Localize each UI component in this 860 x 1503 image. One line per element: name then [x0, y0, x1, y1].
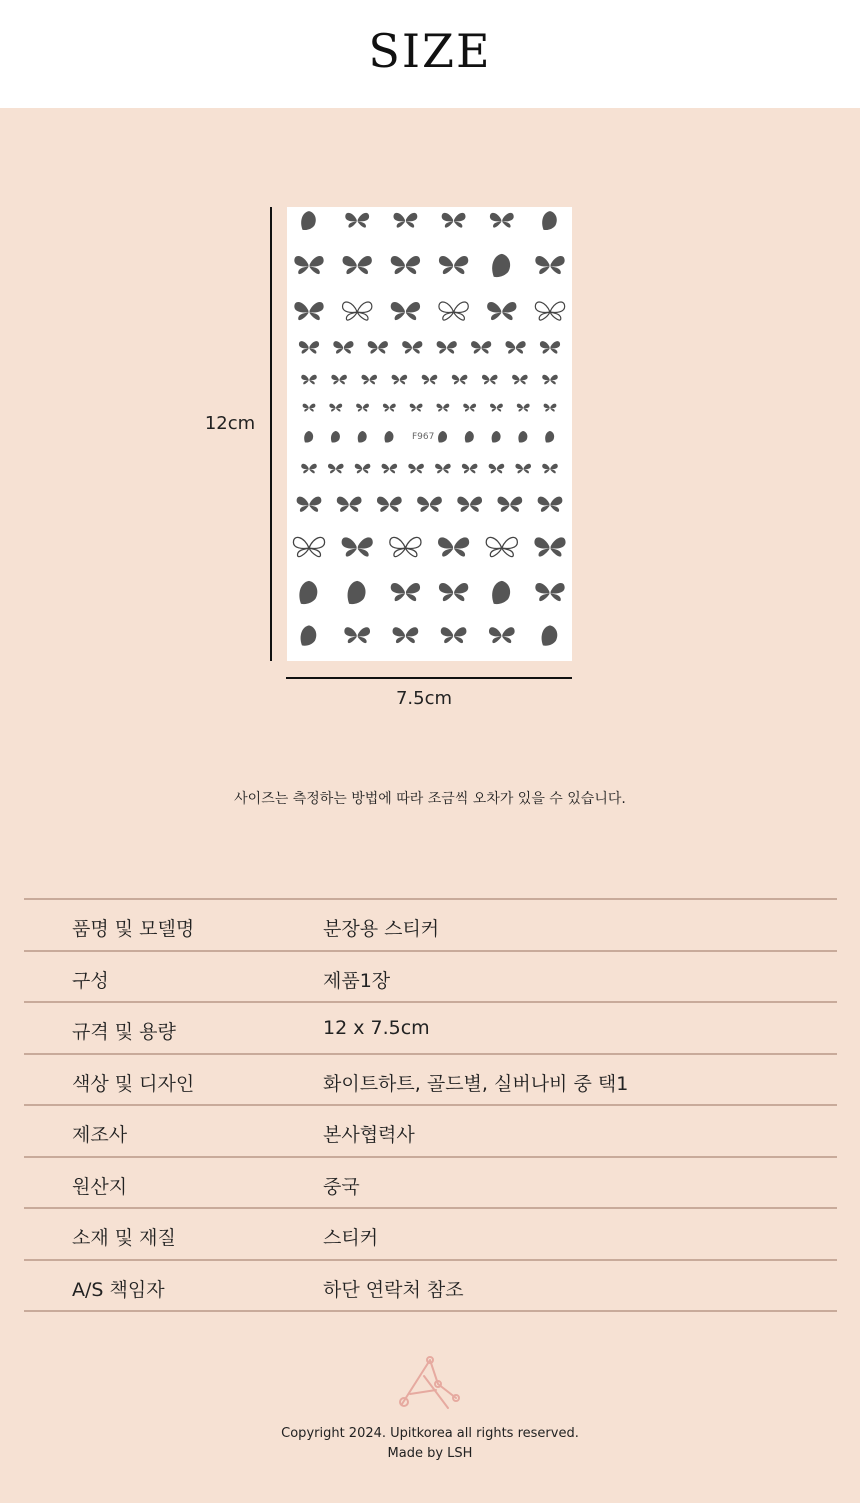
butterfly-sticker — [542, 625, 558, 645]
butterfly-sticker — [331, 375, 347, 385]
butterfly-sticker — [337, 497, 362, 512]
butterfly-sticker — [392, 375, 408, 385]
spec-label: 색상 및 디자인 — [72, 1072, 195, 1095]
spec-row — [24, 952, 837, 1004]
butterfly-sticker — [515, 464, 531, 474]
spec-value: 12 x 7.5cm — [323, 1017, 430, 1039]
width-dimension-line — [286, 677, 572, 679]
width-label: 7.5cm — [395, 688, 453, 709]
butterfly-sticker — [294, 256, 323, 274]
spec-label: 규격 및 용량 — [72, 1021, 176, 1043]
butterfly-sticker — [343, 302, 372, 320]
spec-row — [24, 900, 837, 952]
butterfly-sticker — [542, 464, 558, 474]
height-label: 12cm — [204, 413, 256, 434]
butterfly-sticker — [535, 302, 564, 320]
butterfly-sticker — [462, 464, 478, 474]
butterfly-sticker — [391, 302, 420, 320]
butterfly-sticker — [393, 213, 417, 228]
butterfly-sticker — [329, 404, 342, 412]
butterfly-sticker — [486, 537, 517, 556]
spec-value: 스티커 — [323, 1227, 379, 1249]
butterfly-sticker-sheet — [287, 207, 572, 661]
butterfly-sticker — [518, 431, 527, 443]
butterfly-sticker — [358, 431, 367, 443]
butterfly-sticker — [408, 464, 424, 474]
butterfly-sticker — [492, 254, 510, 277]
spec-label: 소재 및 재질 — [72, 1227, 176, 1249]
butterfly-sticker — [442, 213, 466, 228]
butterfly-sticker — [538, 497, 563, 512]
spec-row — [24, 1158, 837, 1210]
butterfly-sticker — [301, 464, 317, 474]
butterfly-sticker — [410, 404, 423, 412]
butterfly-sticker — [497, 497, 522, 512]
butterfly-sticker — [382, 464, 398, 474]
butterfly-sticker — [534, 537, 565, 556]
spec-row — [24, 1003, 837, 1055]
spec-label: 구성 — [72, 969, 109, 992]
height-dimension-line — [270, 207, 272, 661]
butterfly-sticker — [303, 404, 316, 412]
butterfly-sticker — [492, 581, 510, 604]
butterfly-sticker — [328, 464, 344, 474]
butterfly-sticker — [417, 497, 442, 512]
spec-value: 중국 — [323, 1175, 360, 1198]
butterfly-sticker — [356, 404, 369, 412]
butterfly-sticker — [465, 431, 474, 443]
butterfly-sticker — [471, 341, 491, 353]
butterfly-sticker — [345, 213, 369, 228]
butterfly-sticker — [297, 497, 322, 512]
spec-value: 분장용 스티커 — [323, 918, 440, 940]
spec-value: 제품1장 — [323, 969, 391, 992]
butterfly-sticker — [490, 213, 514, 228]
butterfly-sticker — [301, 625, 317, 645]
butterfly-sticker — [422, 375, 438, 385]
butterfly-sticker — [490, 404, 503, 412]
butterfly-sticker — [390, 537, 421, 556]
butterfly-sticker — [436, 404, 449, 412]
butterfly-sticker — [361, 375, 377, 385]
page-title: SIZE — [368, 24, 492, 78]
butterfly-sticker — [391, 583, 420, 601]
butterfly-sticker — [439, 256, 468, 274]
butterfly-sticker — [393, 627, 419, 643]
butterfly-sticker — [489, 627, 515, 643]
spec-value: 하단 연락처 참조 — [323, 1278, 464, 1301]
butterfly-sticker — [482, 375, 498, 385]
butterfly-sticker — [542, 375, 558, 385]
butterfly-sticker — [435, 464, 451, 474]
butterfly-sticker — [535, 583, 564, 601]
spec-row — [24, 1261, 837, 1313]
butterfly-sticker — [383, 404, 396, 412]
sticker-sheet-code: F967 — [412, 432, 435, 442]
header — [0, 0, 860, 108]
butterfly-sticker — [540, 341, 560, 353]
spec-table — [24, 898, 837, 1312]
spec-row — [24, 1055, 837, 1107]
spec-label: A/S 책임자 — [72, 1278, 165, 1301]
spec-value: 화이트하트, 골드별, 실버나비 중 택1 — [323, 1072, 629, 1095]
butterfly-sticker — [489, 464, 505, 474]
spec-label: 원산지 — [72, 1175, 128, 1198]
copyright-text: Copyright 2024. Upitkorea all rights reserved. — [281, 1426, 579, 1441]
butterfly-sticker — [437, 341, 457, 353]
butterfly-sticker — [391, 256, 420, 274]
butterfly-sticker — [438, 537, 469, 556]
butterfly-sticker — [512, 375, 528, 385]
butterfly-sticker — [438, 431, 447, 443]
butterfly-sticker — [457, 497, 482, 512]
butterfly-sticker — [487, 302, 516, 320]
butterfly-sticker — [402, 341, 422, 353]
butterfly-sticker — [542, 211, 557, 230]
butterfly-sticker — [439, 302, 468, 320]
butterfly-sticker — [299, 581, 317, 604]
butterfly-sticker — [331, 431, 340, 443]
butterfly-sticker — [299, 341, 319, 353]
butterfly-sticker — [517, 404, 530, 412]
butterfly-sticker — [439, 583, 468, 601]
butterfly-sticker — [535, 256, 564, 274]
butterfly-sticker — [344, 627, 370, 643]
butterfly-sticker — [301, 375, 317, 385]
butterfly-sticker — [343, 256, 372, 274]
butterfly-sticker — [452, 375, 468, 385]
spec-value: 본사협력사 — [323, 1124, 415, 1146]
butterfly-sticker — [333, 341, 353, 353]
brand-logo-icon — [396, 1354, 464, 1412]
butterfly-sticker — [463, 404, 476, 412]
spec-row — [24, 1209, 837, 1261]
butterfly-sticker — [342, 537, 373, 556]
butterfly-sticker — [355, 464, 371, 474]
butterfly-sticker — [544, 404, 557, 412]
butterfly-sticker — [293, 537, 324, 556]
butterfly-sticker — [441, 627, 467, 643]
spec-row — [24, 1106, 837, 1158]
made-by-text: Made by LSH — [387, 1446, 473, 1461]
butterfly-sticker — [545, 431, 554, 443]
spec-label: 제조사 — [72, 1124, 128, 1146]
butterfly-sticker — [377, 497, 402, 512]
butterfly-sticker — [348, 581, 366, 604]
spec-label: 품명 및 모델명 — [72, 918, 195, 940]
butterfly-sticker — [301, 211, 316, 230]
size-notice: 사이즈는 측정하는 방법에 따라 조금씩 오차가 있을 수 있습니다. — [234, 791, 626, 807]
butterfly-sticker — [368, 341, 388, 353]
butterfly-stickers-image — [287, 207, 572, 661]
butterfly-sticker — [492, 431, 501, 443]
butterfly-sticker — [304, 431, 313, 443]
butterfly-sticker — [385, 431, 394, 443]
butterfly-sticker — [505, 341, 525, 353]
butterfly-sticker — [294, 302, 323, 320]
